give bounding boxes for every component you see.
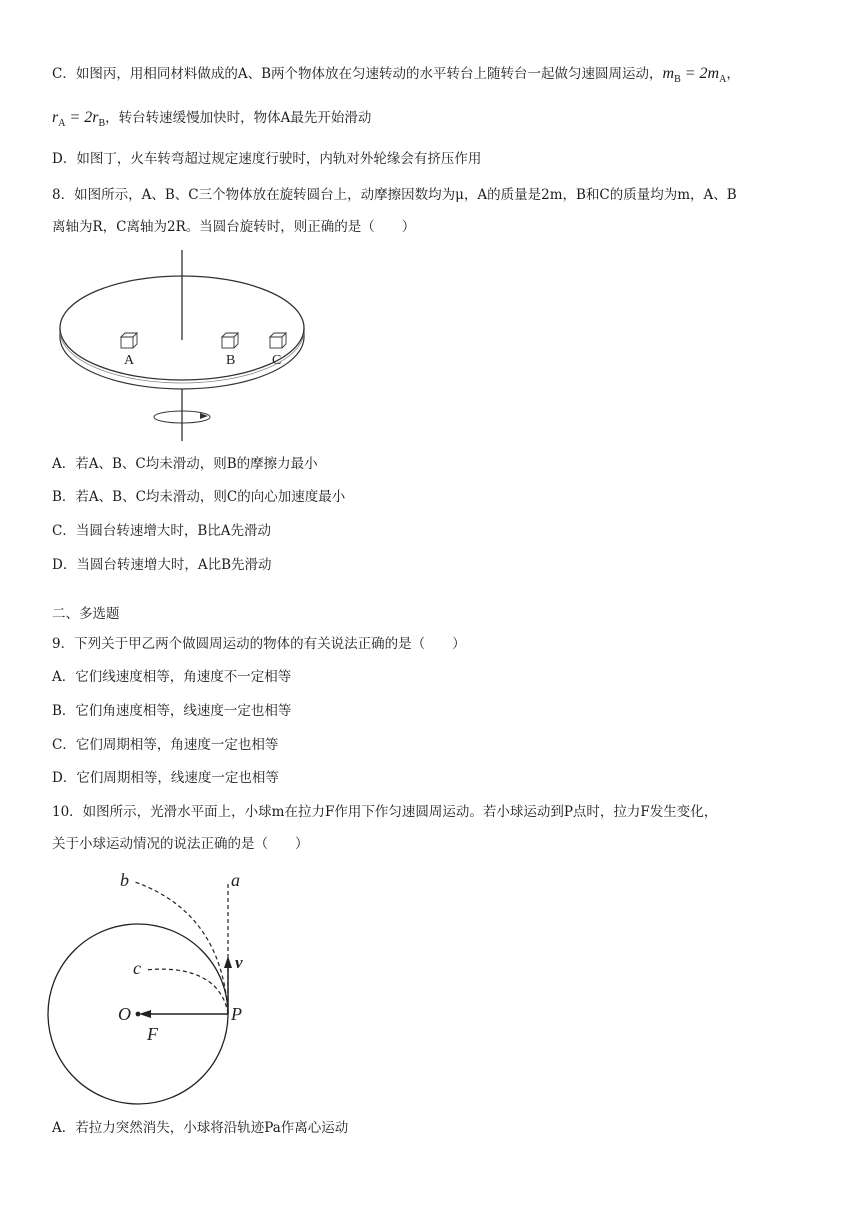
q10-stem-line2: 关于小球运动情况的说法正确的是（ ） (52, 836, 309, 852)
label-c: C (272, 353, 282, 368)
q10-option-a: A．若拉力突然消失，小球将沿轨迹Pa作离心运动 (52, 1120, 349, 1136)
q9-option-c: C．它们周期相等，角速度一定也相等 (52, 737, 279, 753)
section-title-multiple-choice: 二、多选题 (52, 606, 120, 622)
q8-option-c: C．当圆台转速增大时，B比A先滑动 (52, 523, 271, 539)
q9-stem: 9．下列关于甲乙两个做圆周运动的物体的有关说法正确的是（ ） (52, 636, 466, 652)
label-c-path: c (133, 958, 141, 978)
q7-option-c-line1 (52, 64, 740, 90)
q9-option-b: B．它们角速度相等，线速度一定也相等 (52, 703, 292, 719)
q8-option-b: B．若A、B、C均未滑动，则C的向心加速度最小 (52, 489, 346, 505)
q10-stem-line1: 10．如图所示，光滑水平面上，小球m在拉力F作用下作匀速圆周运动。若小球运动到P点时，拉力F发生变化， (52, 804, 718, 820)
q7-formula-mass: $m_B = 2m_A$ (662, 65, 727, 86)
q8-stem-line1: 8．如图所示，A、B、C三个物体放在旋转圆台上，动摩擦因数均为μ，A的质量是2m，B和C的质量均为m，A、B (52, 187, 737, 203)
comma: ， (726, 66, 740, 82)
q7-option-c-line2 (52, 108, 371, 134)
label-o: O (118, 1004, 131, 1024)
q8-option-a: A．若A、B、C均未滑动，则B的摩擦力最小 (52, 456, 318, 472)
block-c (270, 333, 286, 348)
label-a: A (124, 353, 135, 368)
block-b (222, 333, 238, 348)
velocity-arrowhead (224, 956, 232, 968)
q10-circular-motion-figure (45, 862, 275, 1112)
label-f: F (147, 1024, 158, 1044)
q9-option-d: D．它们周期相等，线速度一定也相等 (52, 770, 279, 786)
path-pb (135, 882, 228, 1014)
q8-stem-line2: 离轴为R，C离轴为2R。当圆台旋转时，则正确的是（ ） (52, 219, 416, 235)
label-p: P (231, 1004, 242, 1024)
q7-option-c-text: C．如图丙，用相同材料做成的A、B两个物体放在匀速转动的水平转台上随转台一起做匀速圆周运动， (52, 66, 663, 82)
center-point (136, 1012, 141, 1017)
label-b-path: b (120, 870, 129, 890)
label-b: B (226, 353, 236, 368)
q7-option-c-cont: ，转台转速缓慢加快时，物体A最先开始滑动 (105, 110, 372, 126)
q8-turntable-figure (52, 245, 322, 445)
q8-option-d: D．当圆台转速增大时，A比B先滑动 (52, 557, 272, 573)
q9-option-a: A．它们线速度相等，角速度不一定相等 (52, 669, 292, 685)
force-arrowhead (139, 1010, 151, 1018)
q7-formula-radius: $r_A = 2r_B$ (52, 109, 106, 130)
label-v: v (235, 953, 243, 972)
label-a-path: a (231, 870, 240, 890)
path-pc (145, 969, 228, 1014)
block-a (121, 333, 137, 348)
q7-option-d: D．如图丁，火车转弯超过规定速度行驶时，内轨对外轮缘会有挤压作用 (52, 151, 482, 167)
